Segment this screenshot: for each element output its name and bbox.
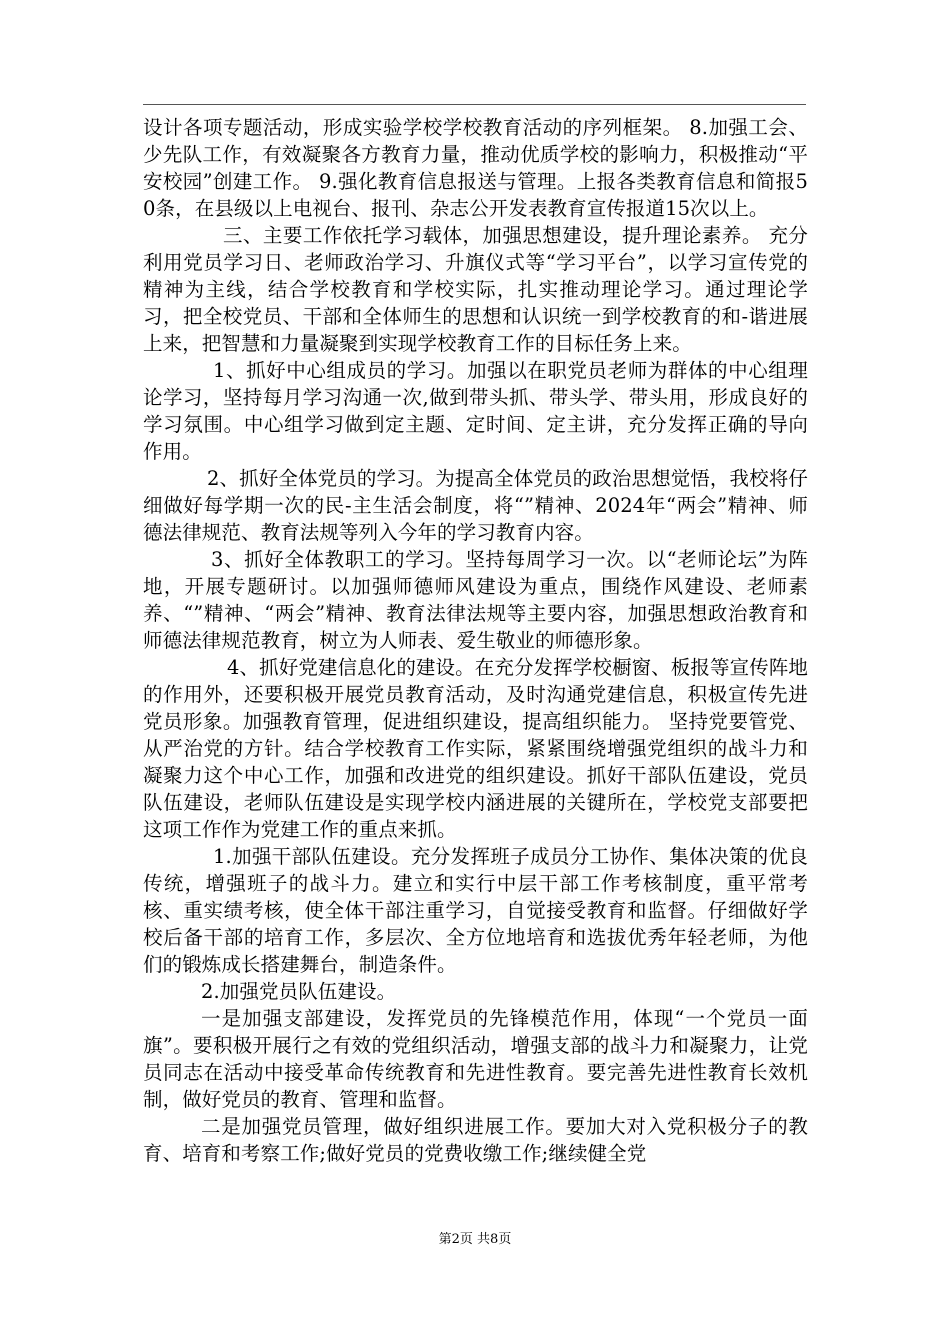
page-footer: 第2页 共8页 [438,1232,512,1247]
paragraph: 三、主要工作依托学习载体，加强思想建设，提升理论素养。 充分利用党员学习日、老师政治学习、升旗仪式等“学习平台”，以学习宣传党的精神为主线，结合学校教育和学校实际，扎实推动理论学习。通过理论学习，把全校党员、干部和全体师生的思想和认识统一到学校教育的和-谐进展上来，把智慧和力量凝聚到实现学校教育工作的目标任务上来。 [143,224,808,355]
paragraph: 设计各项专题活动，形成实验学校学校教育活动的序列框架。 8.加强工会、少先队工作，有效凝聚各方教育力量，推动优质学校的影响力，积极推动“平安校园”创建工作。 9.强化教育信息报送与管理。上报各类教育信息和简报50条，在县级以上电视台、报刊、杂志公开发表教育宣传报道15次以上。 [143,116,808,220]
paragraph: 一是加强支部建设，发挥党员的先锋模范作用，体现“一个党员一面旗”。要积极开展行之有效的党组织活动，增强支部的战斗力和凝聚力，让党员同志在活动中接受革命传统教育和先进性教育。要完善先进性教育长效机制，做好党员的教育、管理和监督。 [143,1007,808,1111]
paragraph: 2.加强党员队伍建设。 [201,980,397,1003]
paragraph: 2、抓好全体党员的学习。为提高全体党员的政治思想觉悟，我校将仔细做好每学期一次的民-主生活会制度，将“”精神、2024年“两会”精神、师德法律规范、教育法规等列入今年的学习教育内容。 [143,467,808,544]
header-rule [143,104,806,105]
body-text [143,114,808,1167]
paragraph: 1、抓好中心组成员的学习。加强以在职党员老师为群体的中心组理论学习，坚持每月学习沟通一次,做到带头抓、带头学、带头用，形成良好的学习氛围。中心组学习做到定主题、定时间、定主讲，充分发挥正确的导向作用。 [143,359,808,463]
paragraph: 二是加强党员管理，做好组织进展工作。要加大对入党积极分子的教育、培育和考察工作;做好党员的党费收缴工作;继续健全党 [143,1115,808,1165]
paragraph: 4、抓好党建信息化的建设。在充分发挥学校橱窗、板报等宣传阵地的作用外，还要积极开展党员教育活动，及时沟通党建信息，积极宣传先进党员形象。加强教育管理，促进组织建设，提高组织能力。 坚持党要管党、从严治党的方针。结合学校教育工作实际，紧紧围绕增强党组织的战斗力和凝聚力这个中心工作，加强和改进党的组织建设。抓好干部队伍建设，党员队伍建设，老师队伍建设是实现学校内涵进展的关键所在，学校党支部要把这项工作作为党建工作的重点来抓。 [143,656,808,841]
paragraph: 3、抓好全体教职工的学习。坚持每周学习一次。以“老师论坛”为阵地，开展专题研讨。以加强师德师风建设为重点，围绕作风建设、老师素养、“”精神、“两会”精神、教育法律法规等主要内容，加强思想政治教育和师德法律规范教育，树立为人师表、爱生敬业的师德形象。 [143,548,808,652]
paragraph: 1.加强干部队伍建设。充分发挥班子成员分工协作、集体决策的优良传统，增强班子的战斗力。建立和实行中层干部工作考核制度，重平常考核、重实绩考核，使全体干部注重学习，自觉接受教育和监督。仔细做好学校后备干部的培育工作，多层次、全方位地培育和选拔优秀年轻老师，为他们的锻炼成长搭建舞台，制造条件。 [143,845,808,976]
